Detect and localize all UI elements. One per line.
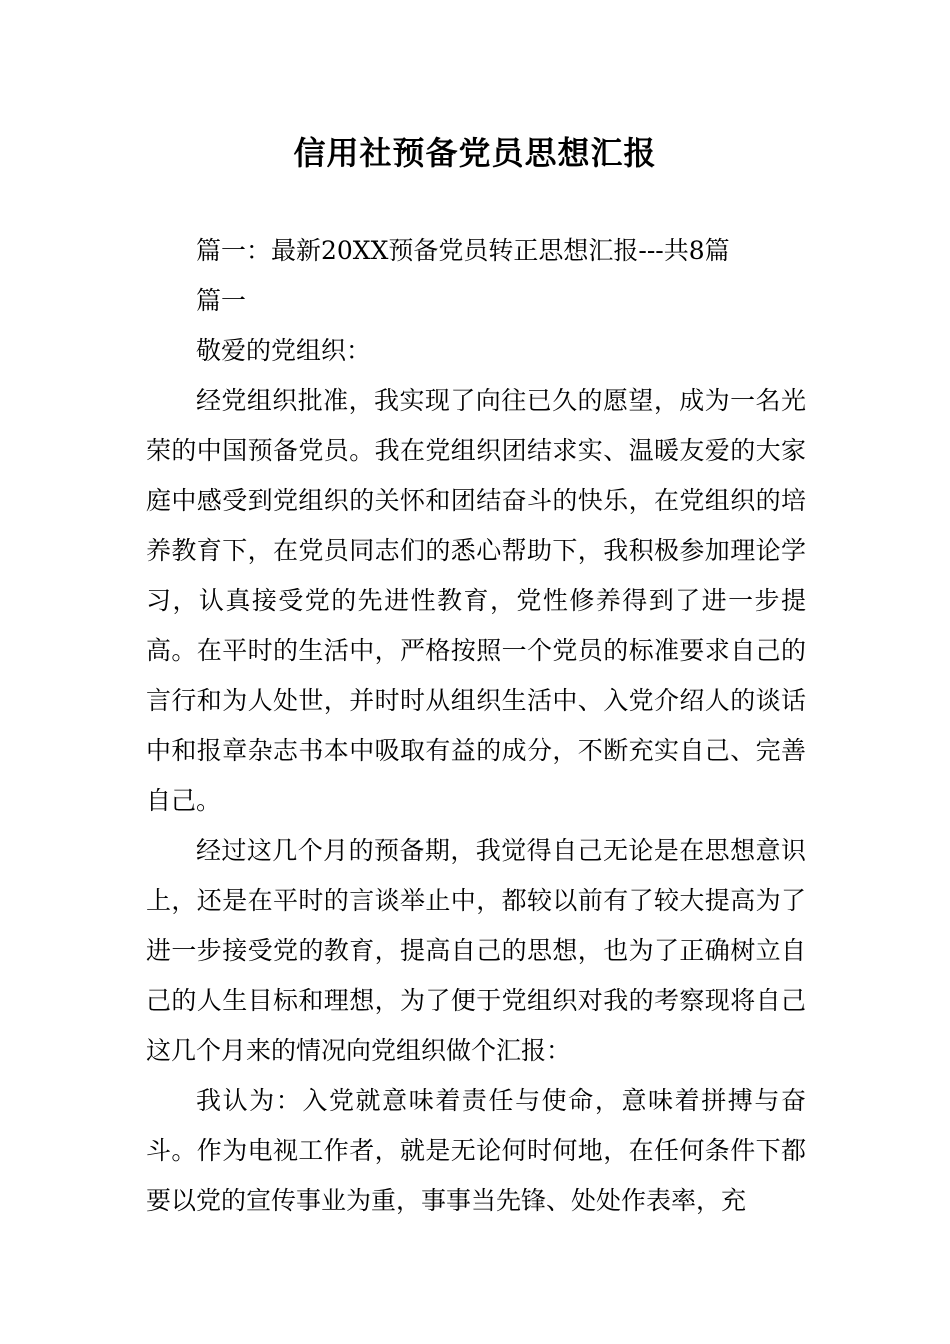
paragraph-body-2: 经过这几个月的预备期，我觉得自己无论是在思想意识上，还是在平时的言谈举止中，都较以前有了较大提高为了进一步接受党的教育，提高自己的思想，也为了正确树立自己的人生目标和理想，为了便于党组织对我的考察现将自己这几个月来的情况向党组织做个汇报： (146, 836, 806, 1065)
document-title: 信用社预备党员思想汇报 (293, 134, 657, 172)
paragraph-body-3: 我认为：入党就意味着责任与使命，意味着拼搏与奋斗。作为电视工作者，就是无论何时何地，在任何条件下都要以党的宣传事业为重，事事当先锋、处处作表率，充 (146, 1086, 806, 1215)
paragraph-section-heading: 篇一：最新20XX预备党员转正思想汇报---共8篇 (196, 236, 730, 265)
paragraph-body-1: 经党组织批准，我实现了向往已久的愿望，成为一名光荣的中国预备党员。我在党组织团结求实、温暖友爱的大家庭中感受到党组织的关怀和团结奋斗的快乐，在党组织的培养教育下，在党员同志们的悉心帮助下，我积极参加理论学习，认真接受党的先进性教育，党性修养得到了进一步提高。在平时的生活中，严格按照一个党员的标准要求自己的言行和为人处世，并时时从组织生活中、入党介绍人的谈话中和报章杂志书本中吸取有益的成分，不断充实自己、完善自己。 (146, 386, 806, 815)
document-body (146, 226, 806, 1226)
paragraph-salutation: 敬爱的党组织： (196, 336, 372, 365)
paragraph-subheading: 篇一 (196, 286, 247, 315)
